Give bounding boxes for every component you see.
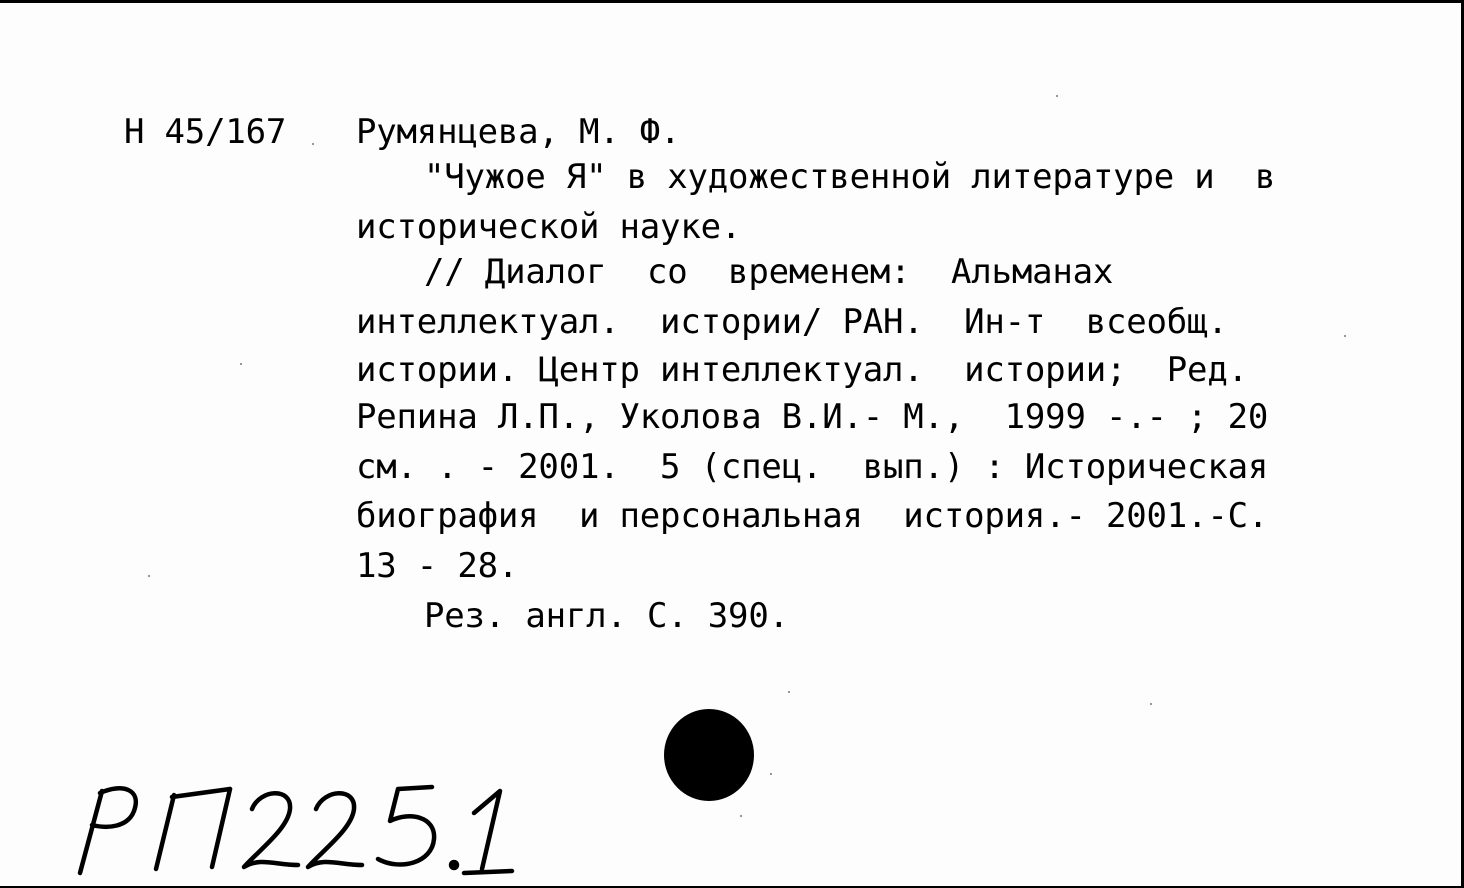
summary-note: Рез. англ. С. 390.	[424, 596, 789, 636]
source-line: интеллектуал. истории/ РАН. Ин-т всеобщ.	[356, 302, 1228, 342]
author-heading: Румянцева, М. Ф.	[356, 112, 681, 152]
source-line: истории. Центр интеллектуал. истории; Ред.	[356, 350, 1248, 390]
source-line: // Диалог со временем: Альманах	[424, 252, 1114, 292]
source-line: 13 - 28.	[356, 546, 519, 586]
source-line: биография и персональная история.- 2001.-С.	[356, 496, 1269, 536]
title-line: исторической науке.	[356, 207, 742, 247]
scan-speck	[1344, 335, 1346, 337]
scan-speck	[740, 815, 742, 817]
scan-speck	[148, 575, 150, 577]
handwritten-code	[60, 773, 530, 883]
scan-speck	[312, 143, 314, 145]
scan-speck	[788, 691, 790, 693]
scan-speck	[770, 773, 772, 775]
punch-hole	[664, 709, 754, 801]
scan-speck	[240, 363, 242, 365]
title-line: "Чужое Я" в художественной литературе и в	[424, 157, 1276, 197]
scan-speck	[1056, 95, 1058, 97]
scan-speck	[1150, 703, 1152, 705]
shelfmark: Н 45/167	[124, 112, 287, 152]
source-line: Репина Л.П., Уколова В.И.- М., 1999 -.- ; 20	[356, 397, 1269, 437]
source-line: см. . - 2001. 5 (спец. вып.) : Историческая	[356, 447, 1269, 487]
